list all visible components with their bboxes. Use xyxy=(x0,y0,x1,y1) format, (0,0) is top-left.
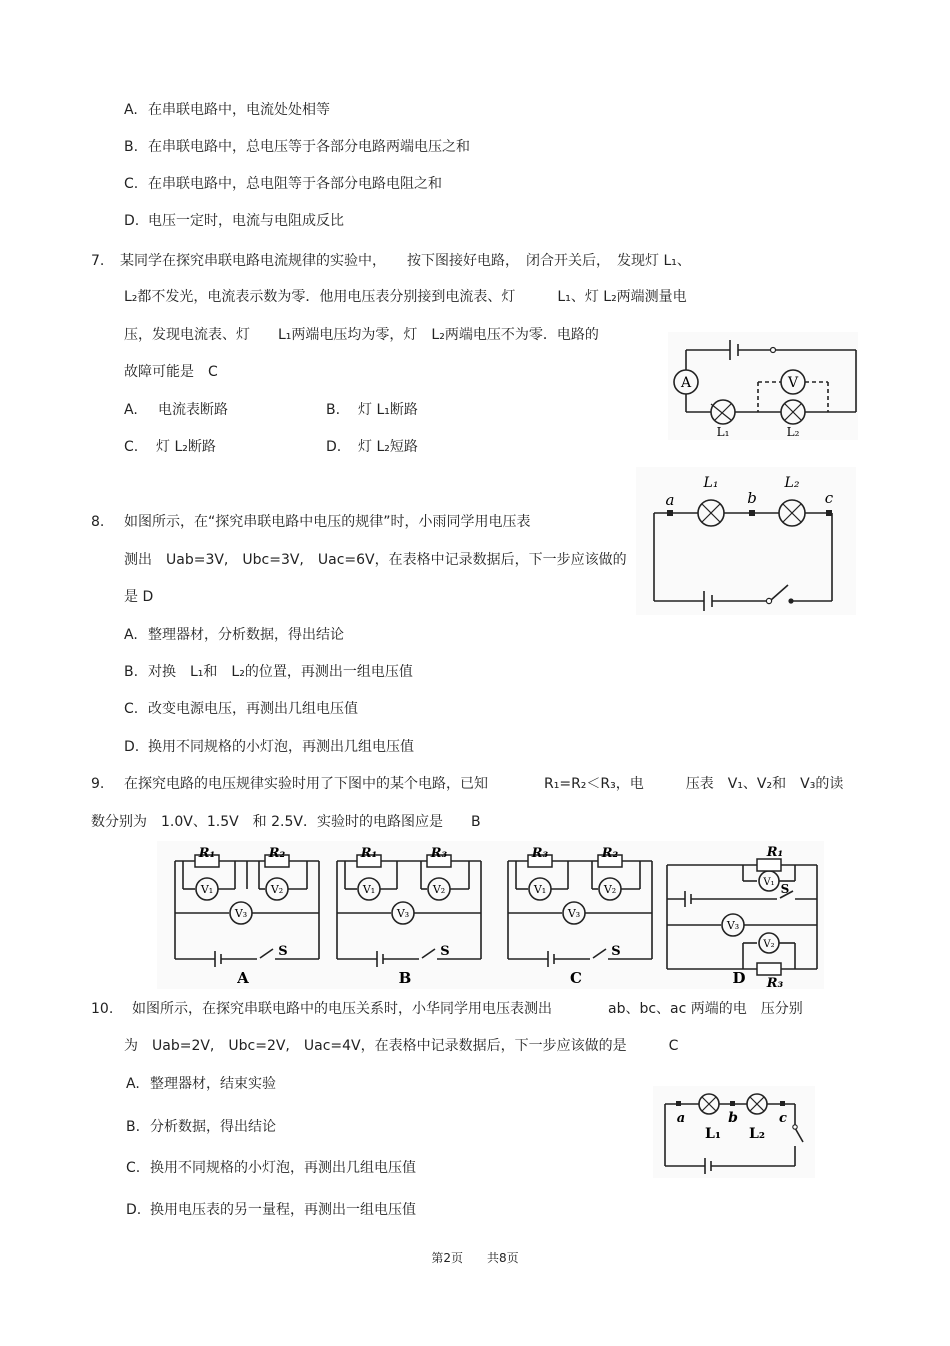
node-a-label: a xyxy=(676,1111,686,1126)
q7-option-key: D. xyxy=(326,439,342,455)
q7-option-key: B. xyxy=(326,402,341,418)
q7-line: 某同学在探究串联电路电流规律的实验中， 按下图接好电路， 闭合开关后， 发现灯 L₁、 xyxy=(120,253,691,269)
voltmeter-label: V₁ xyxy=(763,877,775,888)
q10-line: 为 Uab=2V, Ubc=2V, Uac=4V，在表格中记录数据后，下一步应该做的是 C xyxy=(124,1038,679,1054)
resistor-label: R₃ xyxy=(766,976,784,989)
q7-option-text: 电流表断路 xyxy=(158,402,228,418)
q8-option-text: 整理器材，分析数据，得出结论 xyxy=(148,627,344,643)
q7-line: 压，发现电流表、灯 L₁两端电压均为零，灯 L₂两端电压不为零．电路的 xyxy=(124,327,599,343)
q10-option-text: 换用不同规格的小灯泡，再测出几组电压值 xyxy=(150,1160,416,1176)
q8-line: 如图所示，在“探究串联电路中电压的规律”时，小雨同学用电压表 xyxy=(124,514,531,530)
voltmeter-label: V₃ xyxy=(726,919,740,932)
q10-option-key: B. xyxy=(126,1119,141,1135)
q6-option-key: C. xyxy=(124,176,139,192)
q8-option-text: 对换 L₁和 L₂的位置，再测出一组电压值 xyxy=(148,664,413,680)
q9-circuits-figure xyxy=(157,841,824,989)
node-b-label: b xyxy=(728,1110,738,1126)
lamp-l1-label: L₁ xyxy=(703,475,719,491)
voltmeter-label: V₂ xyxy=(270,883,284,896)
voltmeter-label: V₃ xyxy=(396,907,410,920)
node-c-label: c xyxy=(824,489,834,507)
q6-option-key: D. xyxy=(124,213,140,229)
q8-number: 8. xyxy=(91,514,105,530)
q10-option-text: 换用电压表的另一量程，再测出一组电压值 xyxy=(150,1202,416,1218)
q10-option-key: D. xyxy=(126,1202,142,1218)
voltmeter-label: V₂ xyxy=(603,883,617,896)
resistor-label: R₃ xyxy=(430,846,448,861)
q10-circuit-figure xyxy=(653,1086,815,1178)
panel-label: C xyxy=(570,969,582,987)
q7-option-key: C. xyxy=(124,439,139,455)
voltmeter-label: V₂ xyxy=(432,883,446,896)
q8-option-key: D. xyxy=(124,739,140,755)
node-c-label: c xyxy=(779,1111,787,1126)
q10-option-text: 整理器材，结束实验 xyxy=(150,1076,276,1092)
q10-option-key: C. xyxy=(126,1160,141,1176)
lamp-l1-label: L₁ xyxy=(705,1126,721,1142)
q6-option-key: A. xyxy=(124,102,138,118)
q10-number: 10. xyxy=(91,1001,114,1017)
lamp-l2-label: L₂ xyxy=(786,425,800,439)
q10-option-text: 分析数据，得出结论 xyxy=(150,1119,276,1135)
q9-line: 数分别为 1.0V、1.5V 和 2.5V．实验时的电路图应是 B xyxy=(91,814,481,830)
q8-option-text: 改变电源电压，再测出几组电压值 xyxy=(148,701,358,717)
panel-label: B xyxy=(398,969,412,987)
q10-line: 如图所示，在探究串联电路中的电压关系时，小华同学用电压表测出 ab、bc、ac 两端的电 压分别 xyxy=(132,1001,803,1017)
q9-line: 在探究电路的电压规律实验时用了下图中的某个电路，已知 R₁=R₂＜R₃，电 压表 V₁、V₂和 V₃的读 xyxy=(124,776,844,792)
switch-label: S xyxy=(611,944,621,959)
resistor-label: R₃ xyxy=(531,846,549,861)
lamp-l2-label: L₂ xyxy=(749,1126,765,1142)
switch-label: S xyxy=(780,882,790,896)
lamp-l1-label: L₁ xyxy=(716,425,730,439)
panel-label: A xyxy=(237,969,249,987)
resistor-label: R₂ xyxy=(268,846,286,861)
q7-option-key: A. xyxy=(124,402,138,418)
lamp-l2-label: L₂ xyxy=(784,475,800,491)
q7-line: L₂都不发光，电流表示数为零．他用电压表分别接到电流表、灯 L₁、灯 L₂两端测量电 xyxy=(124,289,687,305)
q10-option-key: A. xyxy=(126,1076,140,1092)
q8-option-text: 换用不同规格的小灯泡，再测出几组电压值 xyxy=(148,739,414,755)
q7-option-text: 灯 L₂断路 xyxy=(156,439,216,455)
q6-option-text: 在串联电路中，总电阻等于各部分电路电阻之和 xyxy=(148,176,442,192)
q8-line: 测出 Uab=3V, Ubc=3V, Uac=6V，在表格中记录数据后，下一步应该做的 xyxy=(124,552,627,568)
voltmeter-label: V₂ xyxy=(763,939,775,950)
q8-option-key: B. xyxy=(124,664,139,680)
node-a-label: a xyxy=(665,491,675,509)
voltmeter-label: V₁ xyxy=(362,883,376,896)
voltmeter-label: V₃ xyxy=(234,907,248,920)
q6-option-text: 电压一定时，电流与电阻成反比 xyxy=(148,213,344,229)
q6-option-key: B. xyxy=(124,139,139,155)
panel-label: D xyxy=(732,969,746,987)
voltmeter-label: V₁ xyxy=(533,883,547,896)
q8-option-key: C. xyxy=(124,701,139,717)
resistor-label: R₁ xyxy=(766,845,784,860)
resistor-label: R₁ xyxy=(198,846,216,861)
q6-option-text: 在串联电路中，电流处处相等 xyxy=(148,102,330,118)
ammeter-label: A xyxy=(680,375,692,391)
q6-option-text: 在串联电路中，总电压等于各部分电路两端电压之和 xyxy=(148,139,470,155)
q7-option-text: 灯 L₂短路 xyxy=(358,439,418,455)
q8-circuit-figure xyxy=(636,467,856,615)
voltmeter-label: V₃ xyxy=(567,907,581,920)
voltmeter-label: V₁ xyxy=(200,883,214,896)
switch-label: S xyxy=(278,944,288,959)
q8-option-key: A. xyxy=(124,627,138,643)
q7-number: 7. xyxy=(91,253,105,269)
q7-line: 故障可能是 C xyxy=(124,364,218,380)
page-footer: 第2页 共8页 xyxy=(431,1251,519,1265)
q9-number: 9. xyxy=(91,776,105,792)
switch-label: S xyxy=(440,944,450,959)
resistor-label: R₁ xyxy=(360,846,378,861)
voltmeter-label: V xyxy=(787,375,799,391)
q8-line: 是 D xyxy=(124,589,154,605)
q7-circuit-figure xyxy=(668,332,858,440)
q7-option-text: 灯 L₁断路 xyxy=(358,402,418,418)
resistor-label: R₂ xyxy=(601,846,619,861)
node-b-label: b xyxy=(747,489,757,507)
